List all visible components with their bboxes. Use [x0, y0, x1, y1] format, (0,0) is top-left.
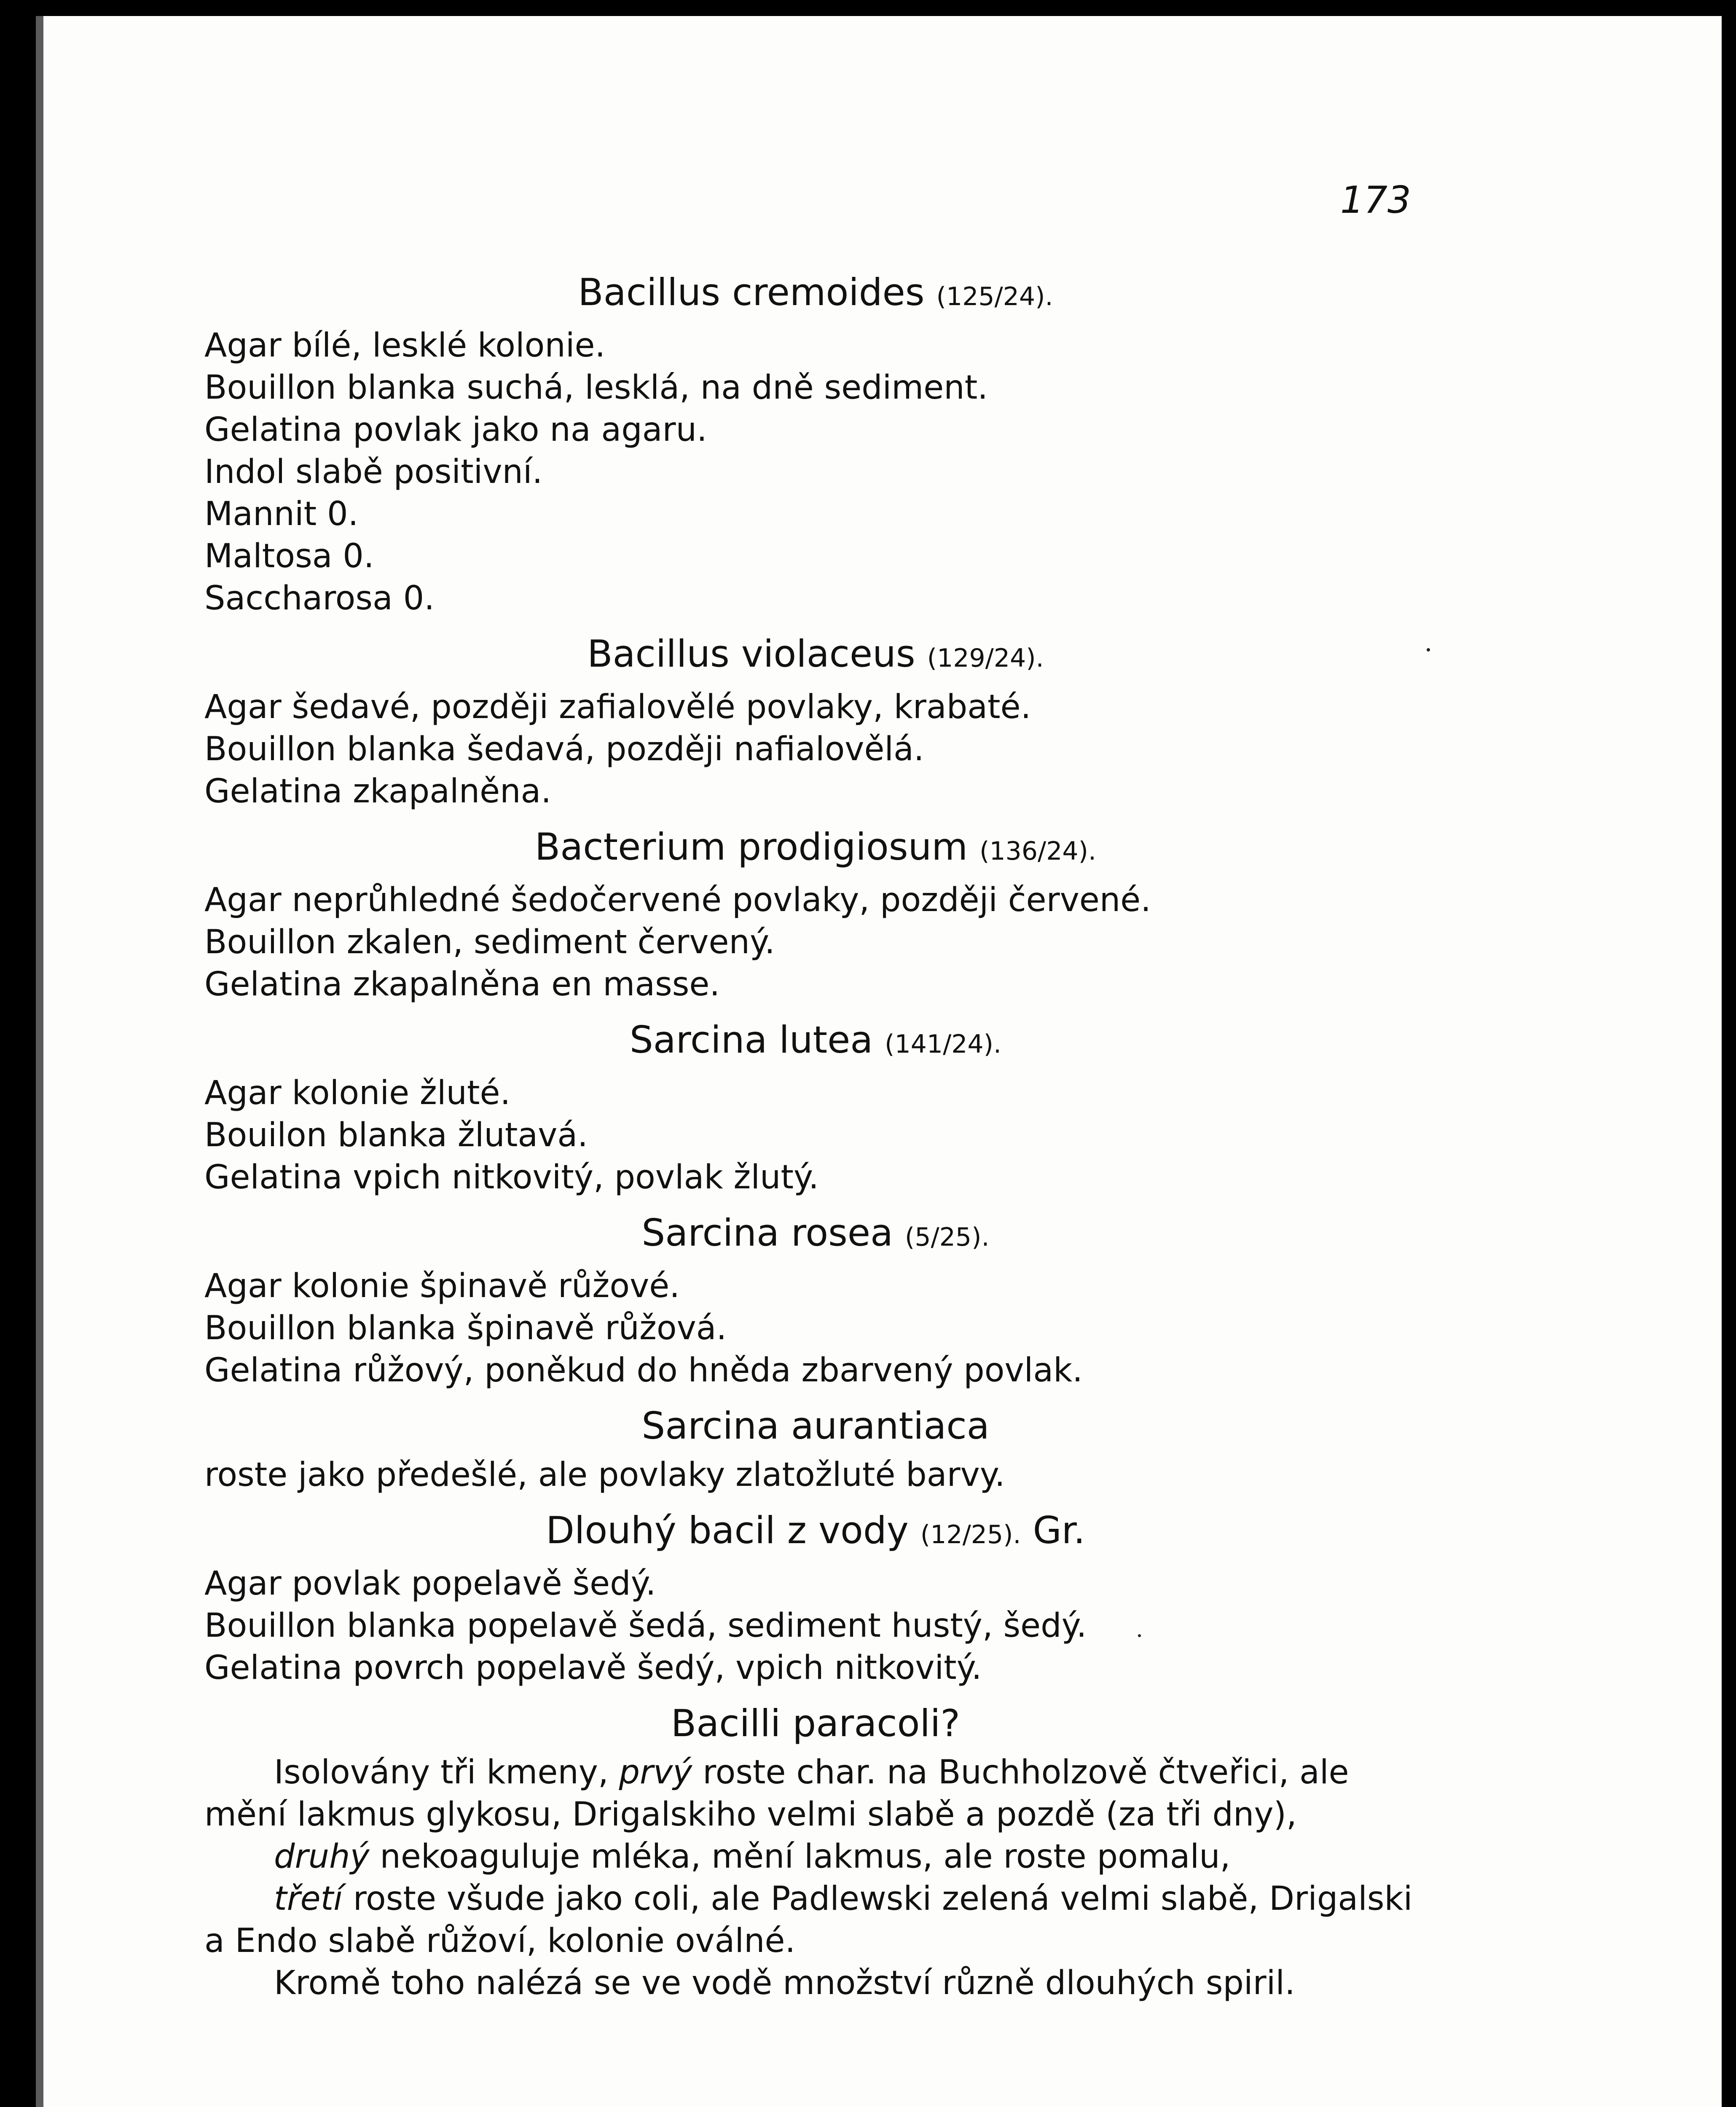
section-heading: [204, 823, 1427, 875]
section-heading: [204, 1700, 1427, 1747]
text-line: roste jako předešlé, ale povlaky zlatožluté barvy.: [204, 1456, 1005, 1494]
section-ref: (129/24).: [927, 643, 1044, 673]
dust-speck: [1427, 648, 1430, 651]
section-title: Bacillus violaceus: [587, 632, 915, 676]
section-title: Bacterium prodigiosum: [534, 825, 968, 869]
text-line: Bouillon blanka šedavá, později nafialovělá.: [204, 730, 924, 768]
section-heading: [204, 269, 1427, 320]
text-run: nekoaguluje mléka, mění lakmus, ale roste pomalu,: [369, 1838, 1231, 1876]
text-line: Agar neprůhledné šedočervené povlaky, později červené.: [204, 881, 1151, 919]
text-line: Maltosa 0.: [204, 537, 374, 575]
text-line: Saccharosa 0.: [204, 579, 435, 617]
page-edge-shadow: [36, 16, 43, 2107]
section-ref: (125/24).: [936, 282, 1053, 311]
section-heading: [204, 1016, 1427, 1068]
section-title: Sarcina rosea: [641, 1211, 893, 1255]
section-title: Bacilli paracoli?: [671, 1702, 961, 1745]
paragraph: [204, 1751, 1427, 1836]
text-line: Bouilon blanka žlutavá.: [204, 1116, 588, 1154]
text-line: Gelatina zkapalněna.: [204, 772, 552, 810]
text-line: Agar bílé, lesklé kolonie.: [204, 327, 606, 365]
text-line: Bouillon blanka špinavě růžová.: [204, 1309, 727, 1347]
text-line: Bouillon blanka popelavě šedá, sediment hustý, šedý.: [204, 1607, 1087, 1645]
text-line: Agar povlak popelavě šedý.: [204, 1565, 656, 1603]
text-line: Agar kolonie žluté.: [204, 1074, 511, 1112]
section-ref: (5/25).: [904, 1222, 990, 1252]
text-line: Gelatina zkapalněna en masse.: [204, 965, 720, 1003]
section-ref: (141/24).: [885, 1029, 1002, 1059]
text-line: Gelatina vpich nitkovitý, povlak žlutý.: [204, 1158, 819, 1196]
section-heading: [204, 1507, 1427, 1558]
section-heading: [204, 630, 1427, 682]
emphasis: třetí: [274, 1880, 343, 1918]
emphasis: druhý: [274, 1838, 370, 1876]
text-line: Bouillon zkalen, sediment červený.: [204, 923, 775, 961]
dust-speck: [1138, 1634, 1141, 1637]
text-body: [204, 269, 1427, 2004]
text-line: Bouillon blanka suchá, lesklá, na dně sediment.: [204, 369, 988, 407]
section-ref: (136/24).: [979, 836, 1097, 866]
text-run: roste char. na Buchholzově čtveřici, ale mění lakmus glykosu, Drigalskiho velmi slabě a pozdě (za tři dny),: [204, 1753, 1349, 1834]
section-heading: [204, 1209, 1427, 1261]
section-suffix: Gr.: [1033, 1509, 1085, 1552]
section-title: Sarcina lutea: [629, 1018, 873, 1062]
section-title: Dlouhý bacil z vody: [546, 1509, 909, 1552]
paragraph: Kromě toho nalézá se ve vodě množství různě dlouhých spiril.: [274, 1964, 1295, 2002]
page-number: 173: [1340, 178, 1411, 222]
section-title: Sarcina aurantiaca: [641, 1404, 990, 1448]
emphasis: prvý: [619, 1753, 692, 1791]
text-line: Indol slabě positivní.: [204, 453, 543, 491]
text-line: Gelatina povlak jako na agaru.: [204, 411, 707, 449]
text-run: roste všude jako coli, ale Padlewski zelená velmi slabě, Drigalski a Endo slabě růžoví, kolonie oválné.: [204, 1880, 1413, 1960]
text-line: Gelatina růžový, poněkud do hněda zbarvený povlak.: [204, 1351, 1083, 1389]
paragraph: [204, 1878, 1427, 1962]
text-line: Agar šedavé, později zafialovělé povlaky, krabaté.: [204, 688, 1031, 726]
text-line: Gelatina povrch popelavě šedý, vpich nitkovitý.: [204, 1649, 982, 1687]
text-run: Isolovány tři kmeny,: [274, 1753, 619, 1791]
paragraph: [204, 1836, 1427, 1878]
scanned-page: [36, 16, 1722, 2107]
text-line: Mannit 0.: [204, 495, 359, 533]
section-title: Bacillus cremoides: [578, 271, 925, 314]
section-ref: (12/25).: [920, 1520, 1021, 1549]
text-line: Agar kolonie špinavě růžové.: [204, 1267, 680, 1305]
section-heading: [204, 1402, 1427, 1450]
